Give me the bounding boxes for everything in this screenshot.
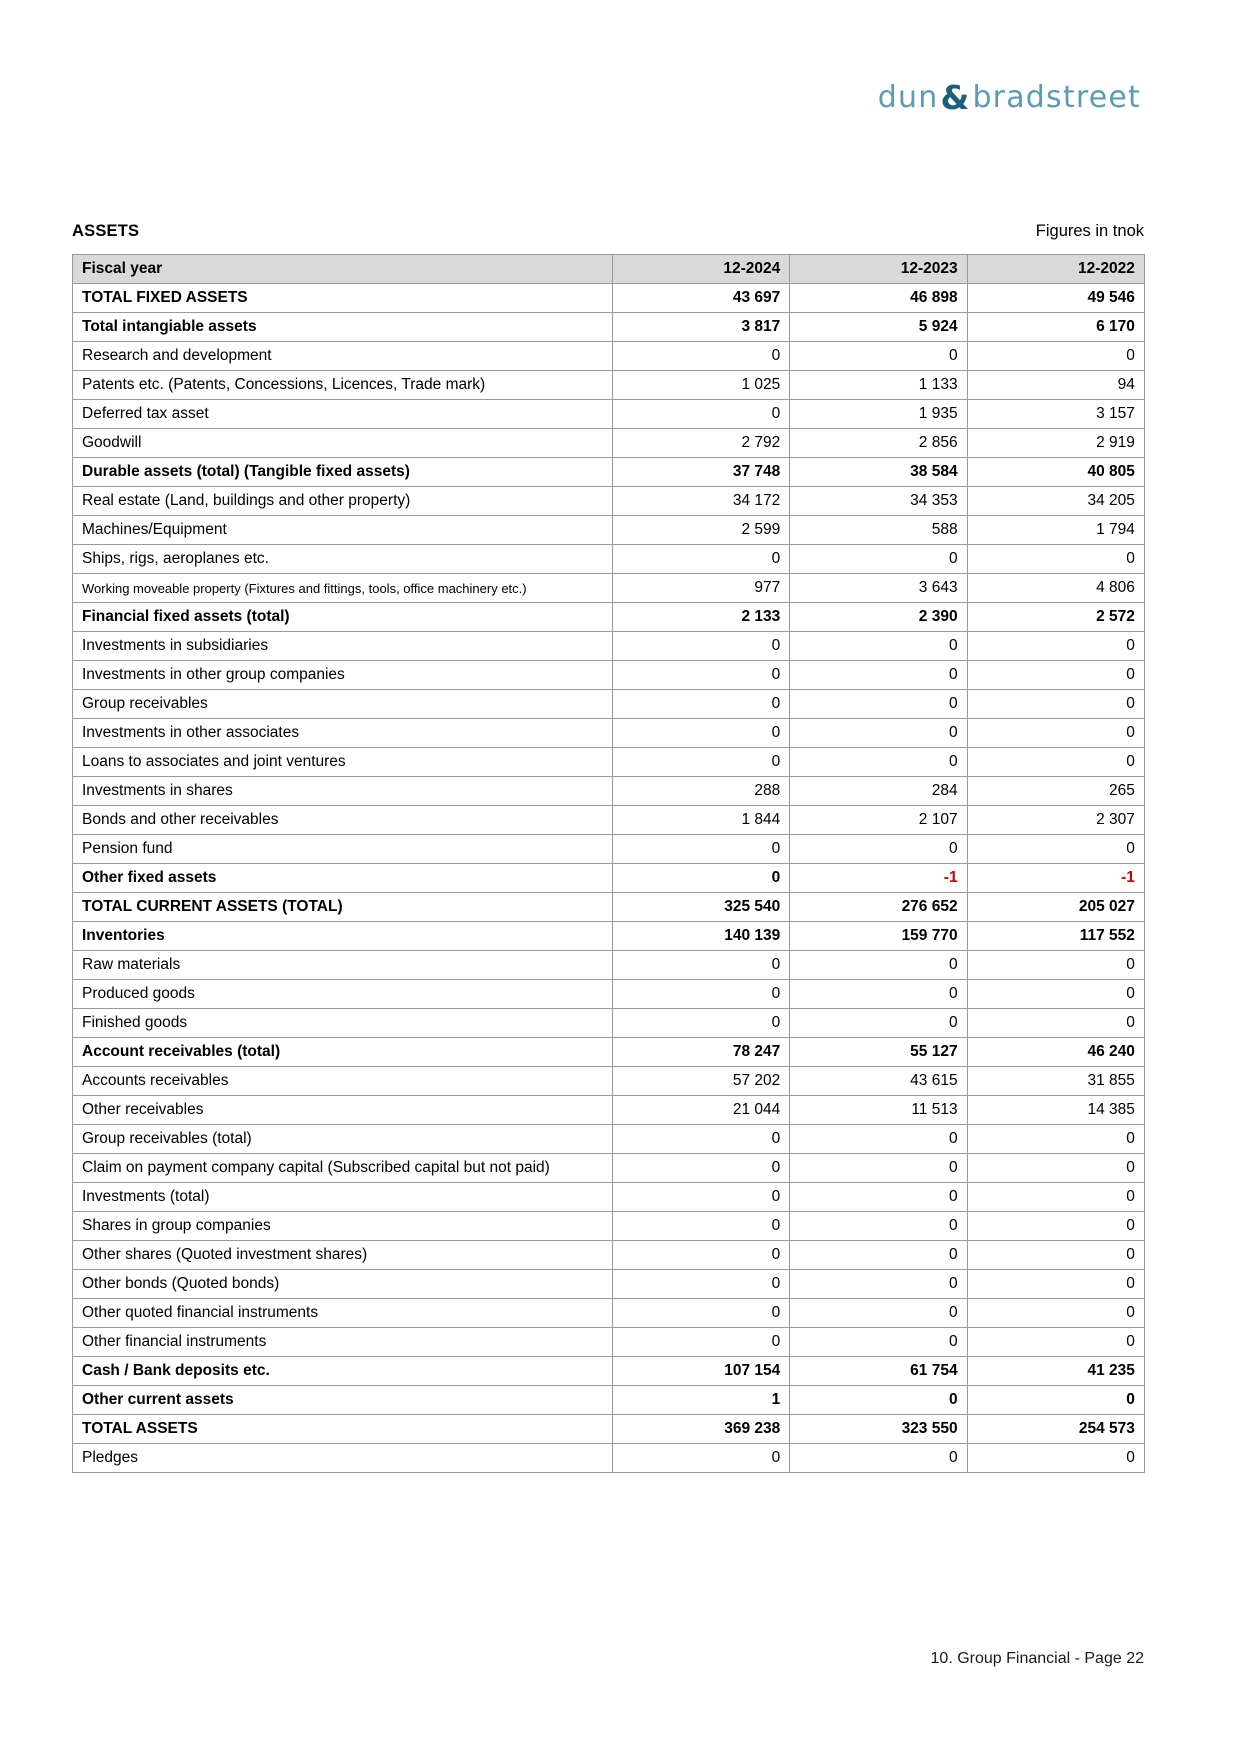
row-value: 57 202 [613, 1067, 790, 1096]
row-value: 0 [790, 1183, 967, 1212]
row-value: 254 573 [967, 1415, 1144, 1444]
row-value: 0 [613, 400, 790, 429]
row-label: Ships, rigs, aeroplanes etc. [73, 545, 613, 574]
table-row [73, 458, 1145, 487]
column-header-fiscal-year: Fiscal year [73, 255, 613, 284]
row-value: 94 [967, 371, 1144, 400]
row-value: 34 205 [967, 487, 1144, 516]
row-value: 6 170 [967, 313, 1144, 342]
row-value: 0 [790, 632, 967, 661]
table-row [73, 1270, 1145, 1299]
row-value: 0 [790, 1270, 967, 1299]
row-label: Pension fund [73, 835, 613, 864]
row-label: Cash / Bank deposits etc. [73, 1357, 613, 1386]
row-value: 55 127 [790, 1038, 967, 1067]
table-row [73, 1038, 1145, 1067]
row-value: 0 [613, 1241, 790, 1270]
row-label: Research and development [73, 342, 613, 371]
table-row [73, 719, 1145, 748]
table-row [73, 835, 1145, 864]
row-value: 2 390 [790, 603, 967, 632]
table-row [73, 284, 1145, 313]
row-value: 46 240 [967, 1038, 1144, 1067]
row-value: 0 [967, 545, 1144, 574]
table-row [73, 1415, 1145, 1444]
row-value: 0 [613, 951, 790, 980]
row-value: 0 [967, 1444, 1144, 1473]
row-value: 0 [967, 342, 1144, 371]
row-value: 49 546 [967, 284, 1144, 313]
row-label: Produced goods [73, 980, 613, 1009]
row-value: 284 [790, 777, 967, 806]
row-label: Investments (total) [73, 1183, 613, 1212]
row-label: Shares in group companies [73, 1212, 613, 1241]
row-value: 0 [967, 1125, 1144, 1154]
row-value: 0 [613, 719, 790, 748]
row-value: 0 [613, 835, 790, 864]
row-label: Group receivables [73, 690, 613, 719]
table-head [73, 255, 1145, 284]
row-value: 0 [790, 1212, 967, 1241]
table-row [73, 922, 1145, 951]
row-value: 117 552 [967, 922, 1144, 951]
row-value: 0 [613, 342, 790, 371]
row-value: 0 [613, 690, 790, 719]
row-value: 0 [790, 951, 967, 980]
table-row [73, 1444, 1145, 1473]
row-value: 288 [613, 777, 790, 806]
page-title: ASSETS [72, 222, 140, 240]
row-value: 0 [790, 690, 967, 719]
row-value: 0 [967, 1270, 1144, 1299]
row-value: 0 [613, 1212, 790, 1241]
row-value: 265 [967, 777, 1144, 806]
table-row [73, 980, 1145, 1009]
row-value: 0 [967, 951, 1144, 980]
row-value: 2 107 [790, 806, 967, 835]
row-label: Account receivables (total) [73, 1038, 613, 1067]
row-label: TOTAL ASSETS [73, 1415, 613, 1444]
row-value: 0 [967, 661, 1144, 690]
table-row [73, 806, 1145, 835]
row-value: 1 844 [613, 806, 790, 835]
table-header-row [73, 255, 1145, 284]
row-value: 0 [790, 1125, 967, 1154]
row-label: Other quoted financial instruments [73, 1299, 613, 1328]
row-value: 31 855 [967, 1067, 1144, 1096]
row-label: Other bonds (Quoted bonds) [73, 1270, 613, 1299]
row-value: 0 [790, 748, 967, 777]
row-value: 43 697 [613, 284, 790, 313]
row-value: 276 652 [790, 893, 967, 922]
table-row [73, 429, 1145, 458]
table-row [73, 690, 1145, 719]
row-value: 0 [613, 980, 790, 1009]
row-value: 3 157 [967, 400, 1144, 429]
row-label: Loans to associates and joint ventures [73, 748, 613, 777]
row-value: 2 307 [967, 806, 1144, 835]
row-value: 0 [613, 1009, 790, 1038]
table-row [73, 313, 1145, 342]
table-row [73, 951, 1145, 980]
row-value: 977 [613, 574, 790, 603]
row-value: 0 [790, 1009, 967, 1038]
table-row [73, 777, 1145, 806]
row-value: -1 [967, 864, 1144, 893]
row-value: 0 [967, 1299, 1144, 1328]
row-value: 46 898 [790, 284, 967, 313]
row-value: 140 139 [613, 922, 790, 951]
table-row [73, 1154, 1145, 1183]
table-row [73, 1183, 1145, 1212]
row-label: Claim on payment company capital (Subscribed capital but not paid) [73, 1154, 613, 1183]
table-row [73, 661, 1145, 690]
row-label: Investments in subsidiaries [73, 632, 613, 661]
row-label: Bonds and other receivables [73, 806, 613, 835]
row-label: TOTAL CURRENT ASSETS (TOTAL) [73, 893, 613, 922]
logo-text-left: dun [877, 80, 939, 115]
row-value: 0 [790, 980, 967, 1009]
row-value: 0 [613, 748, 790, 777]
table-body [73, 284, 1145, 1473]
row-value: 38 584 [790, 458, 967, 487]
table-row [73, 748, 1145, 777]
row-label: Financial fixed assets (total) [73, 603, 613, 632]
row-value: 78 247 [613, 1038, 790, 1067]
row-value: 0 [790, 719, 967, 748]
row-value: 0 [613, 1270, 790, 1299]
row-value: 2 133 [613, 603, 790, 632]
row-label: Other shares (Quoted investment shares) [73, 1241, 613, 1270]
row-value: 0 [613, 864, 790, 893]
row-value: 5 924 [790, 313, 967, 342]
row-label: Durable assets (total) (Tangible fixed assets) [73, 458, 613, 487]
table-row [73, 342, 1145, 371]
row-value: 0 [613, 1125, 790, 1154]
table-row [73, 603, 1145, 632]
row-value: 61 754 [790, 1357, 967, 1386]
row-label: Other current assets [73, 1386, 613, 1415]
row-value: 1 935 [790, 400, 967, 429]
row-value: 37 748 [613, 458, 790, 487]
row-label: Real estate (Land, buildings and other property) [73, 487, 613, 516]
row-value: 0 [967, 1154, 1144, 1183]
row-value: 0 [790, 1444, 967, 1473]
row-value: 3 817 [613, 313, 790, 342]
row-value: 0 [967, 719, 1144, 748]
table-row [73, 1299, 1145, 1328]
row-label: Pledges [73, 1444, 613, 1473]
row-value: 0 [613, 1444, 790, 1473]
row-label: Investments in other associates [73, 719, 613, 748]
row-value: 0 [967, 1009, 1144, 1038]
logo-text-right: bradstreet [972, 80, 1141, 115]
row-label: Goodwill [73, 429, 613, 458]
row-value: 0 [967, 980, 1144, 1009]
row-value: 0 [790, 835, 967, 864]
row-value: 1 025 [613, 371, 790, 400]
table-row [73, 400, 1145, 429]
row-value: 0 [613, 632, 790, 661]
row-value: 0 [967, 748, 1144, 777]
row-value: 323 550 [790, 1415, 967, 1444]
table-row [73, 1386, 1145, 1415]
section-header [72, 222, 1144, 241]
row-value: -1 [790, 864, 967, 893]
row-value: 0 [790, 1241, 967, 1270]
row-label: Total intangiable assets [73, 313, 613, 342]
table-row [73, 1067, 1145, 1096]
row-value: 0 [967, 1212, 1144, 1241]
row-label: Working moveable property (Fixtures and fittings, tools, office machinery etc.) [73, 574, 613, 603]
row-label: Raw materials [73, 951, 613, 980]
row-value: 2 856 [790, 429, 967, 458]
row-value: 0 [613, 1183, 790, 1212]
row-label: Machines/Equipment [73, 516, 613, 545]
column-header-period-2: 12-2023 [790, 255, 967, 284]
row-label: Patents etc. (Patents, Concessions, Licences, Trade mark) [73, 371, 613, 400]
row-value: 2 919 [967, 429, 1144, 458]
row-value: 2 792 [613, 429, 790, 458]
row-value: 0 [967, 835, 1144, 864]
table-row [73, 487, 1145, 516]
row-value: 14 385 [967, 1096, 1144, 1125]
column-header-period-1: 12-2024 [613, 255, 790, 284]
row-value: 325 540 [613, 893, 790, 922]
row-value: 3 643 [790, 574, 967, 603]
row-value: 0 [613, 1154, 790, 1183]
row-value: 0 [790, 545, 967, 574]
row-value: 0 [613, 1299, 790, 1328]
row-value: 43 615 [790, 1067, 967, 1096]
row-value: 1 794 [967, 516, 1144, 545]
row-value: 0 [967, 690, 1144, 719]
table-row [73, 1212, 1145, 1241]
table-row [73, 1009, 1145, 1038]
row-label: Investments in other group companies [73, 661, 613, 690]
row-label: Finished goods [73, 1009, 613, 1038]
row-value: 0 [790, 1299, 967, 1328]
row-value: 0 [613, 545, 790, 574]
row-value: 1 133 [790, 371, 967, 400]
row-label: Deferred tax asset [73, 400, 613, 429]
table-row [73, 632, 1145, 661]
row-value: 34 353 [790, 487, 967, 516]
row-value: 2 572 [967, 603, 1144, 632]
row-value: 0 [613, 1328, 790, 1357]
table-row [73, 371, 1145, 400]
row-label: TOTAL FIXED ASSETS [73, 284, 613, 313]
row-value: 21 044 [613, 1096, 790, 1125]
row-value: 40 805 [967, 458, 1144, 487]
assets-financial-table [72, 254, 1145, 1473]
table-row [73, 1328, 1145, 1357]
row-value: 4 806 [967, 574, 1144, 603]
row-value: 0 [613, 661, 790, 690]
row-value: 369 238 [613, 1415, 790, 1444]
table-row [73, 516, 1145, 545]
row-value: 0 [967, 632, 1144, 661]
row-value: 34 172 [613, 487, 790, 516]
table-row [73, 864, 1145, 893]
page-footer: 10. Group Financial - Page 22 [930, 1650, 1144, 1667]
row-label: Other financial instruments [73, 1328, 613, 1357]
row-value: 0 [790, 1386, 967, 1415]
table-row [73, 545, 1145, 574]
row-value: 0 [967, 1241, 1144, 1270]
row-value: 1 [613, 1386, 790, 1415]
logo-ampersand: & [940, 78, 971, 117]
figures-unit-note: Figures in tnok [1035, 222, 1144, 240]
row-label: Other receivables [73, 1096, 613, 1125]
row-label: Accounts receivables [73, 1067, 613, 1096]
dun-bradstreet-logo [878, 78, 1141, 117]
row-value: 0 [790, 661, 967, 690]
table-row [73, 1241, 1145, 1270]
table-row [73, 893, 1145, 922]
row-label: Other fixed assets [73, 864, 613, 893]
row-label: Inventories [73, 922, 613, 951]
row-value: 0 [790, 342, 967, 371]
row-label: Investments in shares [73, 777, 613, 806]
table-row [73, 1357, 1145, 1386]
row-value: 41 235 [967, 1357, 1144, 1386]
table-row [73, 1125, 1145, 1154]
row-value: 205 027 [967, 893, 1144, 922]
column-header-period-3: 12-2022 [967, 255, 1144, 284]
row-value: 2 599 [613, 516, 790, 545]
row-value: 0 [790, 1154, 967, 1183]
table-row [73, 1096, 1145, 1125]
table-row [73, 574, 1145, 603]
row-value: 0 [967, 1386, 1144, 1415]
row-value: 0 [790, 1328, 967, 1357]
row-value: 588 [790, 516, 967, 545]
row-value: 11 513 [790, 1096, 967, 1125]
row-value: 107 154 [613, 1357, 790, 1386]
row-value: 159 770 [790, 922, 967, 951]
row-label: Group receivables (total) [73, 1125, 613, 1154]
row-value: 0 [967, 1183, 1144, 1212]
row-value: 0 [967, 1328, 1144, 1357]
